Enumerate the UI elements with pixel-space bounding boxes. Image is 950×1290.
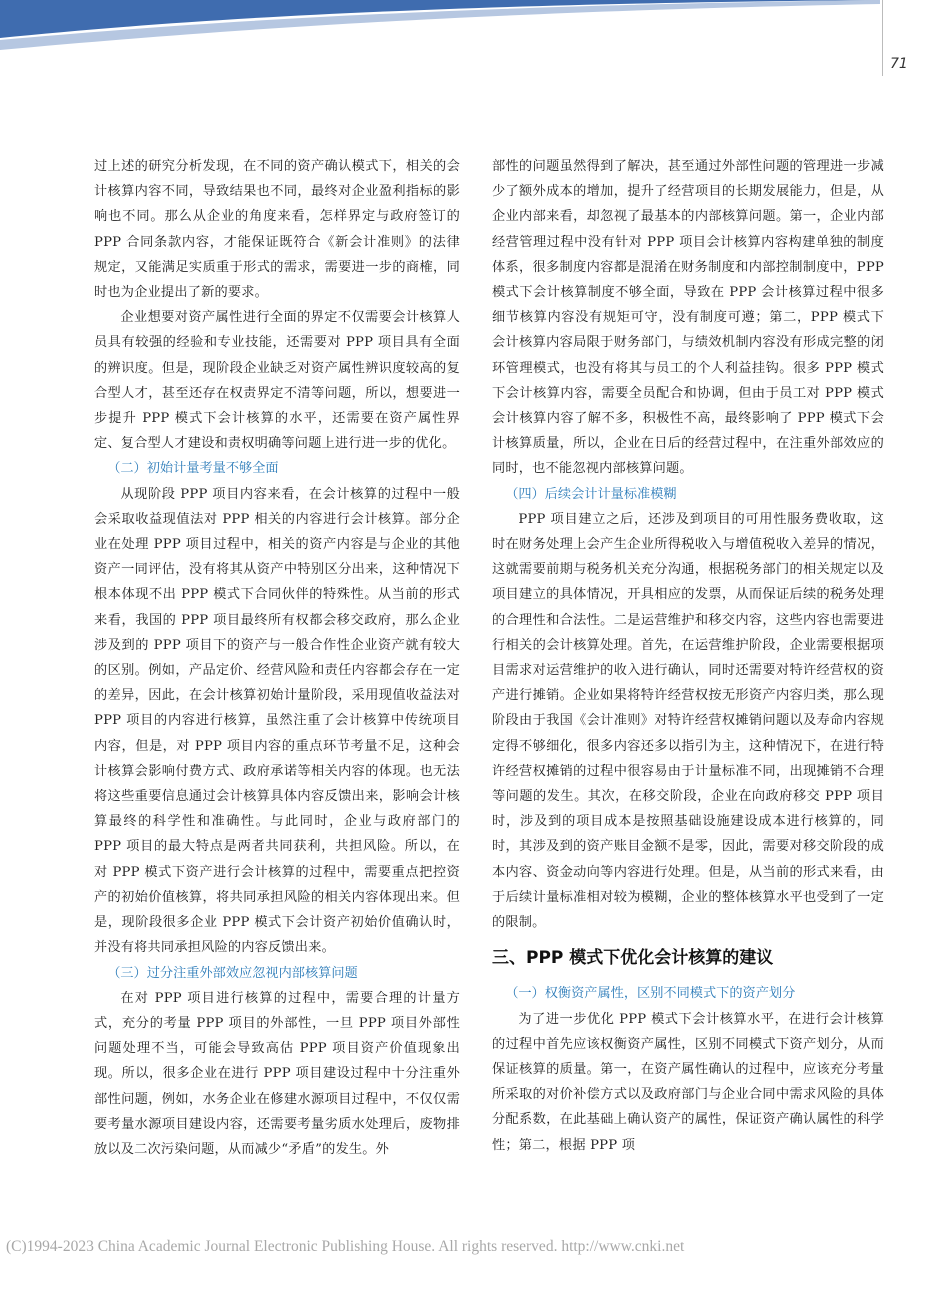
paragraph: PPP 项目建立之后，还涉及到项目的可用性服务费收取，这时在财务处理上会产生企业所得税收入与增值税收入差异的情况，这就需要前期与税务机关充分沟通，根据税务部门的相关规定以及项目建立的具体情况，开具相应的发票，从而保证后续的税务处理的合理性和合法性。二是运营维护和移交内容，这些内容也需要进行相关的会计核算处理。首先，在运营维护阶段，企业需要根据项目需求对运营维护的收入进行确认，同时还需要对特许经营权的资产进行摊销。企业如果将特许经营权按无形资产内容归类，那么现阶段由于我国《会计准则》对特许经营权摊销问题以及寿命内容规定得不够细化，很多内容还多以指引为主，这种情况下，在进行特许经营权摊销的过程中很容易由于计量标准不同，出现摊销不合理等问题的发生。其次，在移交阶段，企业在向政府移交 PPP 项目时，涉及到的项目成本是按照基础设施建设成本进行核算的，同时，其涉及到的资产账目金额不是零，因此，需要对移交阶段的成本内容、资金动向等内容进行处理。但是，从当前的形式来看，由于后续计量标准相对较为模糊，企业的整体核算水平也受到了一定的限制。 — [492, 511, 884, 931]
subsection-heading: （三）过分注重外部效应忽视内部核算问题 — [107, 965, 358, 981]
paragraph: 为了进一步优化 PPP 模式下会计核算水平，在进行会计核算的过程中首先应该权衡资产属性，区别不同模式下资产划分，从而保证核算的质量。第一，在资产属性确认的过程中，应该充分考量所采取的对价补偿方式以及政府部门与企业合同中需求风险的具体分配系数，在此基础上确认资产的属性，保证资产确认属性的科学性；第二，根据 PPP 项 — [492, 1011, 884, 1153]
paragraph: 部性的问题虽然得到了解决，甚至通过外部性问题的管理进一步减少了额外成本的增加，提升了经营项目的长期发展能力，但是，从企业内部来看，却忽视了最基本的内部核算问题。第一，企业内部经营管理过程中没有针对 PPP 项目会计核算内容构建单独的制度体系，很多制度内容都是混淆在财务制度和内部控制制度中，PPP 模式下会计核算制度不够全面，导致在 PPP 会计核算过程中很多细节核算内容没有规矩可守，没有制度可遵；第二，PPP 模式下会计核算内容局限于财务部门，与绩效机制内容没有形成完整的闭环管理模式，也没有将其与员工的个人利益挂钩。很多 PPP 模式下会计核算内容，需要全员配合和协调，但由于员工对 PPP 模式会计核算内容了解不多，积极性不高，最终影响了 PPP 模式下会计核算质量，所以，企业在日后的经营过程中，在注重外部效应的同时，也不能忽视内部核算问题。 — [492, 159, 884, 477]
paragraph: 从现阶段 PPP 项目内容来看，在会计核算的过程中一般会采取收益现值法对 PPP 相关的内容进行会计核算。部分企业在处理 PPP 项目过程中，相关的资产内容是与企业的其他资产一同评估，没有将其从资产中特别区分出来，这种情况下根本体现不出 PPP 模式下合同伙伴的特殊性。从当前的形式来看，我国的 PPP 项目最终所有权都会移交政府，那么企业涉及到的 PPP 项目下的资产与一般合作性企业资产就有较大的区别。例如，产品定价、经营风险和责任内容都会存在一定的差异，因此，在会计核算初始计量阶段，采用现值收益法对 PPP 项目的内容进行核算，虽然注重了会计核算中传统项目内容，但是，对 PPP 项目内容的重点环节考量不足，这种会计核算会影响付费方式、政府承诺等相关内容的体现。也无法将这些重要信息通过会计核算具体内容反馈出来，影响会计核算最终的科学性和准确性。与此同时，企业与政府部门的 PPP 项目的最大特点是两者共同获利，共担风险。所以，在对 PPP 模式下资产进行会计核算的过程中，需要重点把控资产的初始价值核算，将共同承担风险的相关内容体现出来。但是，现阶段很多企业 PPP 模式下会计资产初始价值确认时，并没有将共同承担风险的内容反馈出来。 — [94, 486, 460, 956]
paragraph: 企业想要对资产属性进行全面的界定不仅需要会计核算人员具有较强的经验和专业技能，还需要对 PPP 项目具有全面的辨识度。但是，现阶段企业缺乏对资产属性辨识度较高的复合型人才，甚至还存在权责界定不清等问题，所以，想要进一步提升 PPP 模式下会计核算的水平，还需要在资产属性界定、复合型人才建设和责权明确等问题上进行进一步的优化。 — [94, 310, 460, 452]
copyright-footer: (C)1994-2023 China Academic Journal Electronic Publishing House. All rights reserved. http://www.cnki.net — [6, 1238, 685, 1255]
subsection-heading: （二）初始计量考量不够全面 — [107, 461, 279, 477]
left-column — [94, 154, 460, 1162]
header-divider — [882, 0, 883, 76]
subsection-heading: （四）后续会计计量标准模糊 — [505, 486, 677, 502]
right-column — [492, 154, 884, 1158]
section-title: 三、PPP 模式下优化会计核算的建议 — [492, 948, 774, 969]
page-number: 71 — [890, 56, 908, 72]
paragraph: 过上述的研究分析发现，在不同的资产确认模式下，相关的会计核算内容不同，导致结果也不同，最终对企业盈利指标的影响也不同。那么从企业的角度来看，怎样界定与政府签订的 PPP 合同条款内容，才能保证既符合《新会计准则》的法律规定，又能满足实质重于形式的需求，需要进一步的商榷，同时也为企业提出了新的要求。 — [94, 159, 460, 301]
header-wave-decoration — [0, 0, 880, 60]
paragraph: 在对 PPP 项目进行核算的过程中，需要合理的计量方式，充分的考量 PPP 项目的外部性，一旦 PPP 项目外部性问题处理不当，可能会导致高估 PPP 项目资产价值现象出现。所以，很多企业在进行 PPP 项目建设过程中十分注重外部性问题，例如，水务企业在修建水源项目过程中，不仅仅需要考量水源项目建设内容，还需要考量劣质水处理后，废物排放以及二次污染问题，从而减少“矛盾”的发生。外 — [94, 990, 460, 1157]
subsection-heading: （一）权衡资产属性，区别不同模式下的资产划分 — [505, 986, 796, 1002]
